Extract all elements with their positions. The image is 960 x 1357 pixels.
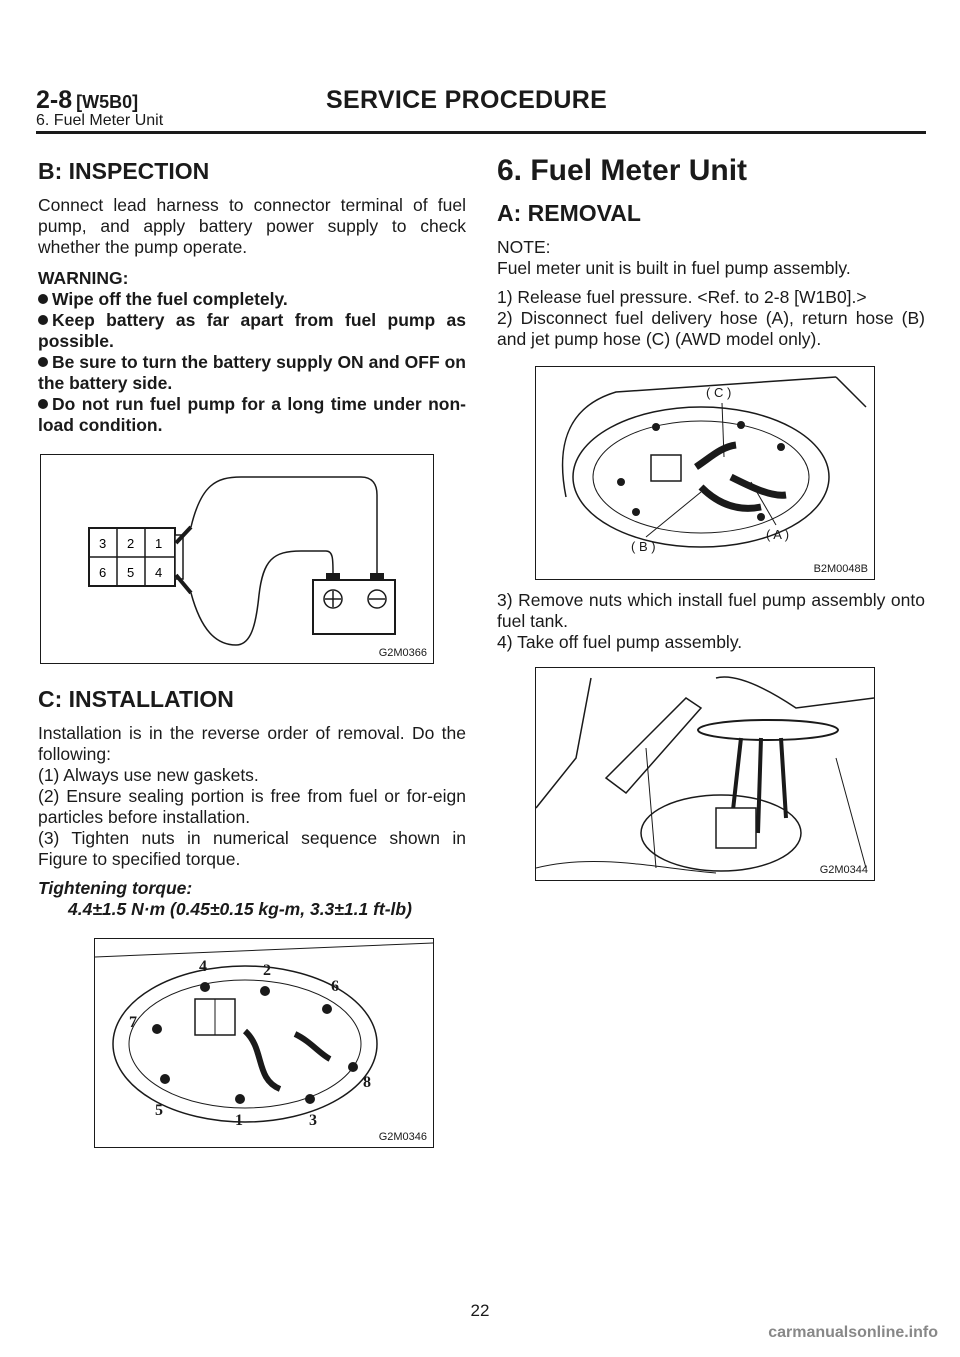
nut-label-5: 5 — [155, 1102, 163, 1119]
removal-step: 4) Take off fuel pump assembly. — [497, 632, 743, 652]
terminal-1: 1 — [155, 536, 163, 551]
nut-sequence-diagram — [95, 939, 433, 1147]
header-title: SERVICE PROCEDURE — [326, 86, 608, 114]
warning-bullet: Be sure to turn the battery supply ON and OFF on the battery side. — [38, 352, 466, 393]
label-a: ( A ) — [766, 527, 790, 542]
torque-label: Tightening torque: — [38, 878, 193, 898]
installation-heading: C: INSTALLATION — [38, 686, 234, 712]
terminal-2: 2 — [127, 536, 135, 551]
inspection-body: Connect lead harness to connector terminal of fuel pump, and apply battery power supply to check whether the pump operate. — [38, 195, 466, 257]
figure-caption: G2M0346 — [378, 1131, 427, 1143]
label-c: ( C ) — [706, 385, 732, 400]
page-header — [36, 86, 926, 128]
removal-step: 3) Remove nuts which install fuel pump assembly onto fuel tank. — [497, 590, 925, 631]
header-subtitle: 6. Fuel Meter Unit — [36, 112, 164, 129]
installation-intro: Installation is in the reverse order of removal. Do the following: — [38, 723, 466, 764]
nut-label-7: 7 — [129, 1014, 137, 1031]
removal-step: 2) Disconnect fuel delivery hose (A), return hose (B) and jet pump hose (C) (AWD model only). — [497, 308, 925, 349]
installation-step: (2) Ensure sealing portion is free from fuel or for-eign particles before installation. — [38, 786, 466, 827]
nut-label-3: 3 — [309, 1112, 317, 1129]
nut-label-4: 4 — [199, 958, 207, 975]
left-column — [38, 146, 466, 1158]
nut-label-6: 6 — [331, 978, 339, 995]
warning-bullet: Wipe off the fuel completely. — [38, 289, 466, 310]
installation-step: (1) Always use new gaskets. — [38, 765, 259, 785]
right-column — [497, 146, 925, 891]
warning-bullet: Do not run fuel pump for a long time under non-load condition. — [38, 394, 466, 435]
installation-step: (3) Tighten nuts in numerical sequence shown in Figure to specified torque. — [38, 828, 466, 869]
figure-pump-assembly — [535, 667, 875, 881]
note-text: Fuel meter unit is built in fuel pump assembly. — [497, 258, 851, 278]
bullet-icon — [38, 315, 48, 325]
section-title: 6. Fuel Meter Unit — [497, 154, 748, 187]
warning-bullet: Keep battery as far apart from fuel pump as possible. — [38, 310, 466, 351]
torque-value: 4.4±1.5 N·m (0.45±0.15 kg-m, 3.3±1.1 ft-lb) — [68, 899, 412, 919]
label-b: ( B ) — [631, 539, 656, 554]
figure-hoses — [535, 366, 875, 580]
page-number: 22 — [470, 1301, 490, 1320]
note-label: NOTE: — [497, 237, 551, 257]
section-code: 2-8 [W5B0] — [36, 86, 139, 114]
terminal-5: 5 — [127, 565, 135, 580]
terminal-6: 6 — [99, 565, 107, 580]
figure-caption: G2M0344 — [819, 864, 868, 876]
removal-step: 1) Release fuel pressure. <Ref. to 2-8 [W1B0].> — [497, 287, 867, 307]
inspection-heading: B: INSPECTION — [38, 158, 210, 184]
pump-assembly-diagram — [536, 668, 874, 880]
bullet-icon — [38, 399, 48, 409]
figure-caption: B2M0048B — [813, 563, 868, 575]
nut-label-2: 2 — [263, 962, 271, 979]
terminal-4: 4 — [155, 565, 163, 580]
nut-label-8: 8 — [363, 1074, 371, 1091]
bullet-icon — [38, 294, 48, 304]
terminal-3: 3 — [99, 536, 107, 551]
removal-heading: A: REMOVAL — [497, 200, 641, 226]
figure-connector-battery — [40, 454, 434, 664]
figure-nut-sequence — [94, 938, 434, 1148]
header-rule — [36, 131, 926, 134]
section-ref: [W5B0] — [76, 92, 139, 112]
figure-caption: G2M0366 — [378, 647, 427, 659]
connector-battery-diagram — [41, 455, 433, 663]
nut-label-1: 1 — [235, 1112, 243, 1129]
hoses-diagram — [536, 367, 874, 579]
watermark-text: carmanualsonline.info — [768, 1324, 938, 1341]
warning-label: WARNING: — [38, 268, 129, 288]
bullet-icon — [38, 357, 48, 367]
